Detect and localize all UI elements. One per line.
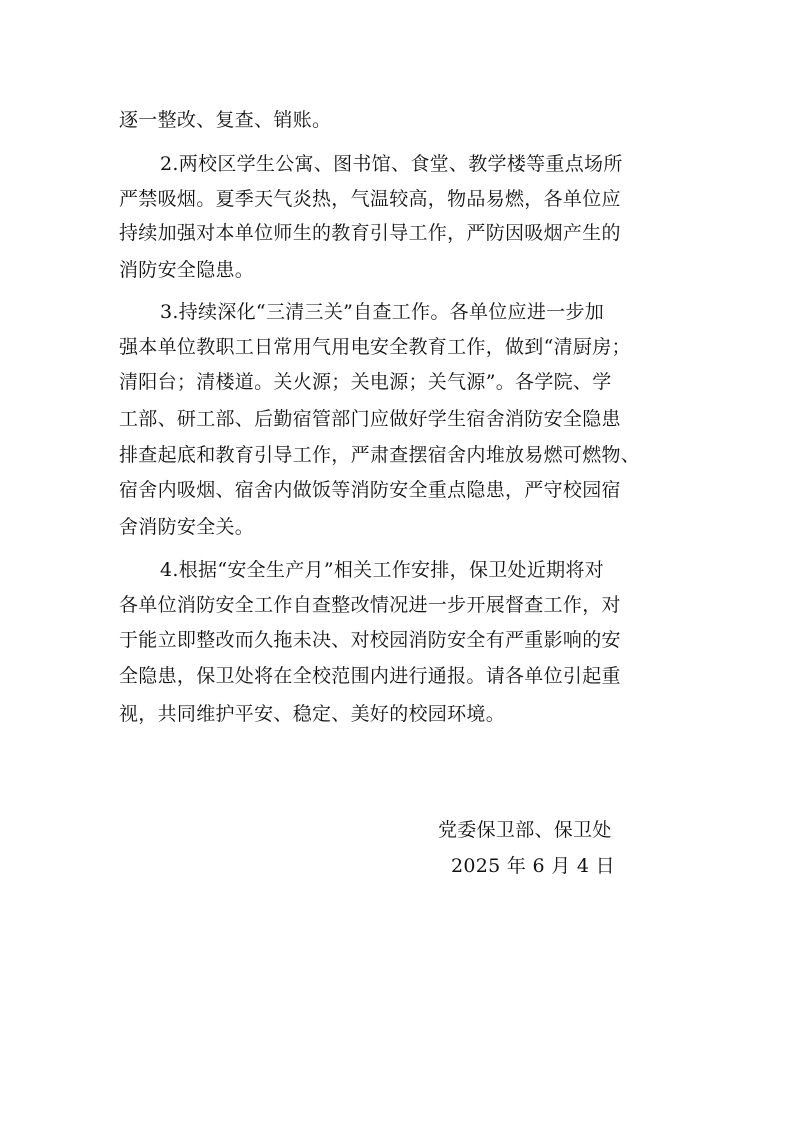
body-line: 2.两校区学生公寓、图书馆、食堂、教学楼等重点场所 bbox=[160, 153, 623, 175]
body-line: 消防安全隐患。 bbox=[119, 259, 255, 281]
body-line: 排查起底和教育引导工作，严肃查摆宿舍内堆放易燃可燃物、 bbox=[119, 444, 641, 466]
body-line: 清阳台；清楼道。关火源；关电源；关气源”。各学院、学 bbox=[119, 371, 612, 393]
body-line: 严禁吸烟。夏季天气炎热，气温较高，物品易燃，各单位应 bbox=[119, 188, 621, 210]
body-line: 各单位消防安全工作自查整改情况进一步开展督查工作，对 bbox=[119, 594, 621, 616]
body-line: 逐一整改、复查、销账。 bbox=[119, 109, 332, 131]
body-line: 4.根据“安全生产月”相关工作安排，保卫处近期将对 bbox=[160, 559, 605, 581]
body-line: 视，共同维护平安、稳定、美好的校园环境。 bbox=[119, 703, 506, 725]
body-line: 工部、研工部、后勤宿管部门应做好学生宿舍消防安全隐患 bbox=[119, 408, 621, 430]
body-line: 宿舍内吸烟、宿舍内做饭等消防安全重点隐患，严守校园宿 bbox=[119, 479, 621, 501]
signature-date: 2025 年 6 月 4 日 bbox=[451, 855, 615, 877]
issuer-signature: 党委保卫部、保卫处 bbox=[438, 819, 612, 841]
body-line: 持续加强对本单位师生的教育引导工作，严防因吸烟产生的 bbox=[119, 222, 621, 244]
body-line: 强本单位教职工日常用气用电安全教育工作，做到“清厨房； bbox=[119, 336, 631, 358]
body-line: 于能立即整改而久拖未决、对校园消防安全有严重影响的安 bbox=[119, 629, 621, 651]
body-line: 全隐患，保卫处将在全校范围内进行通报。请各单位引起重 bbox=[119, 665, 621, 687]
body-line: 舍消防安全关。 bbox=[119, 516, 255, 538]
body-line: 3.持续深化“三清三关”自查工作。各单位应进一步加 bbox=[160, 301, 605, 323]
